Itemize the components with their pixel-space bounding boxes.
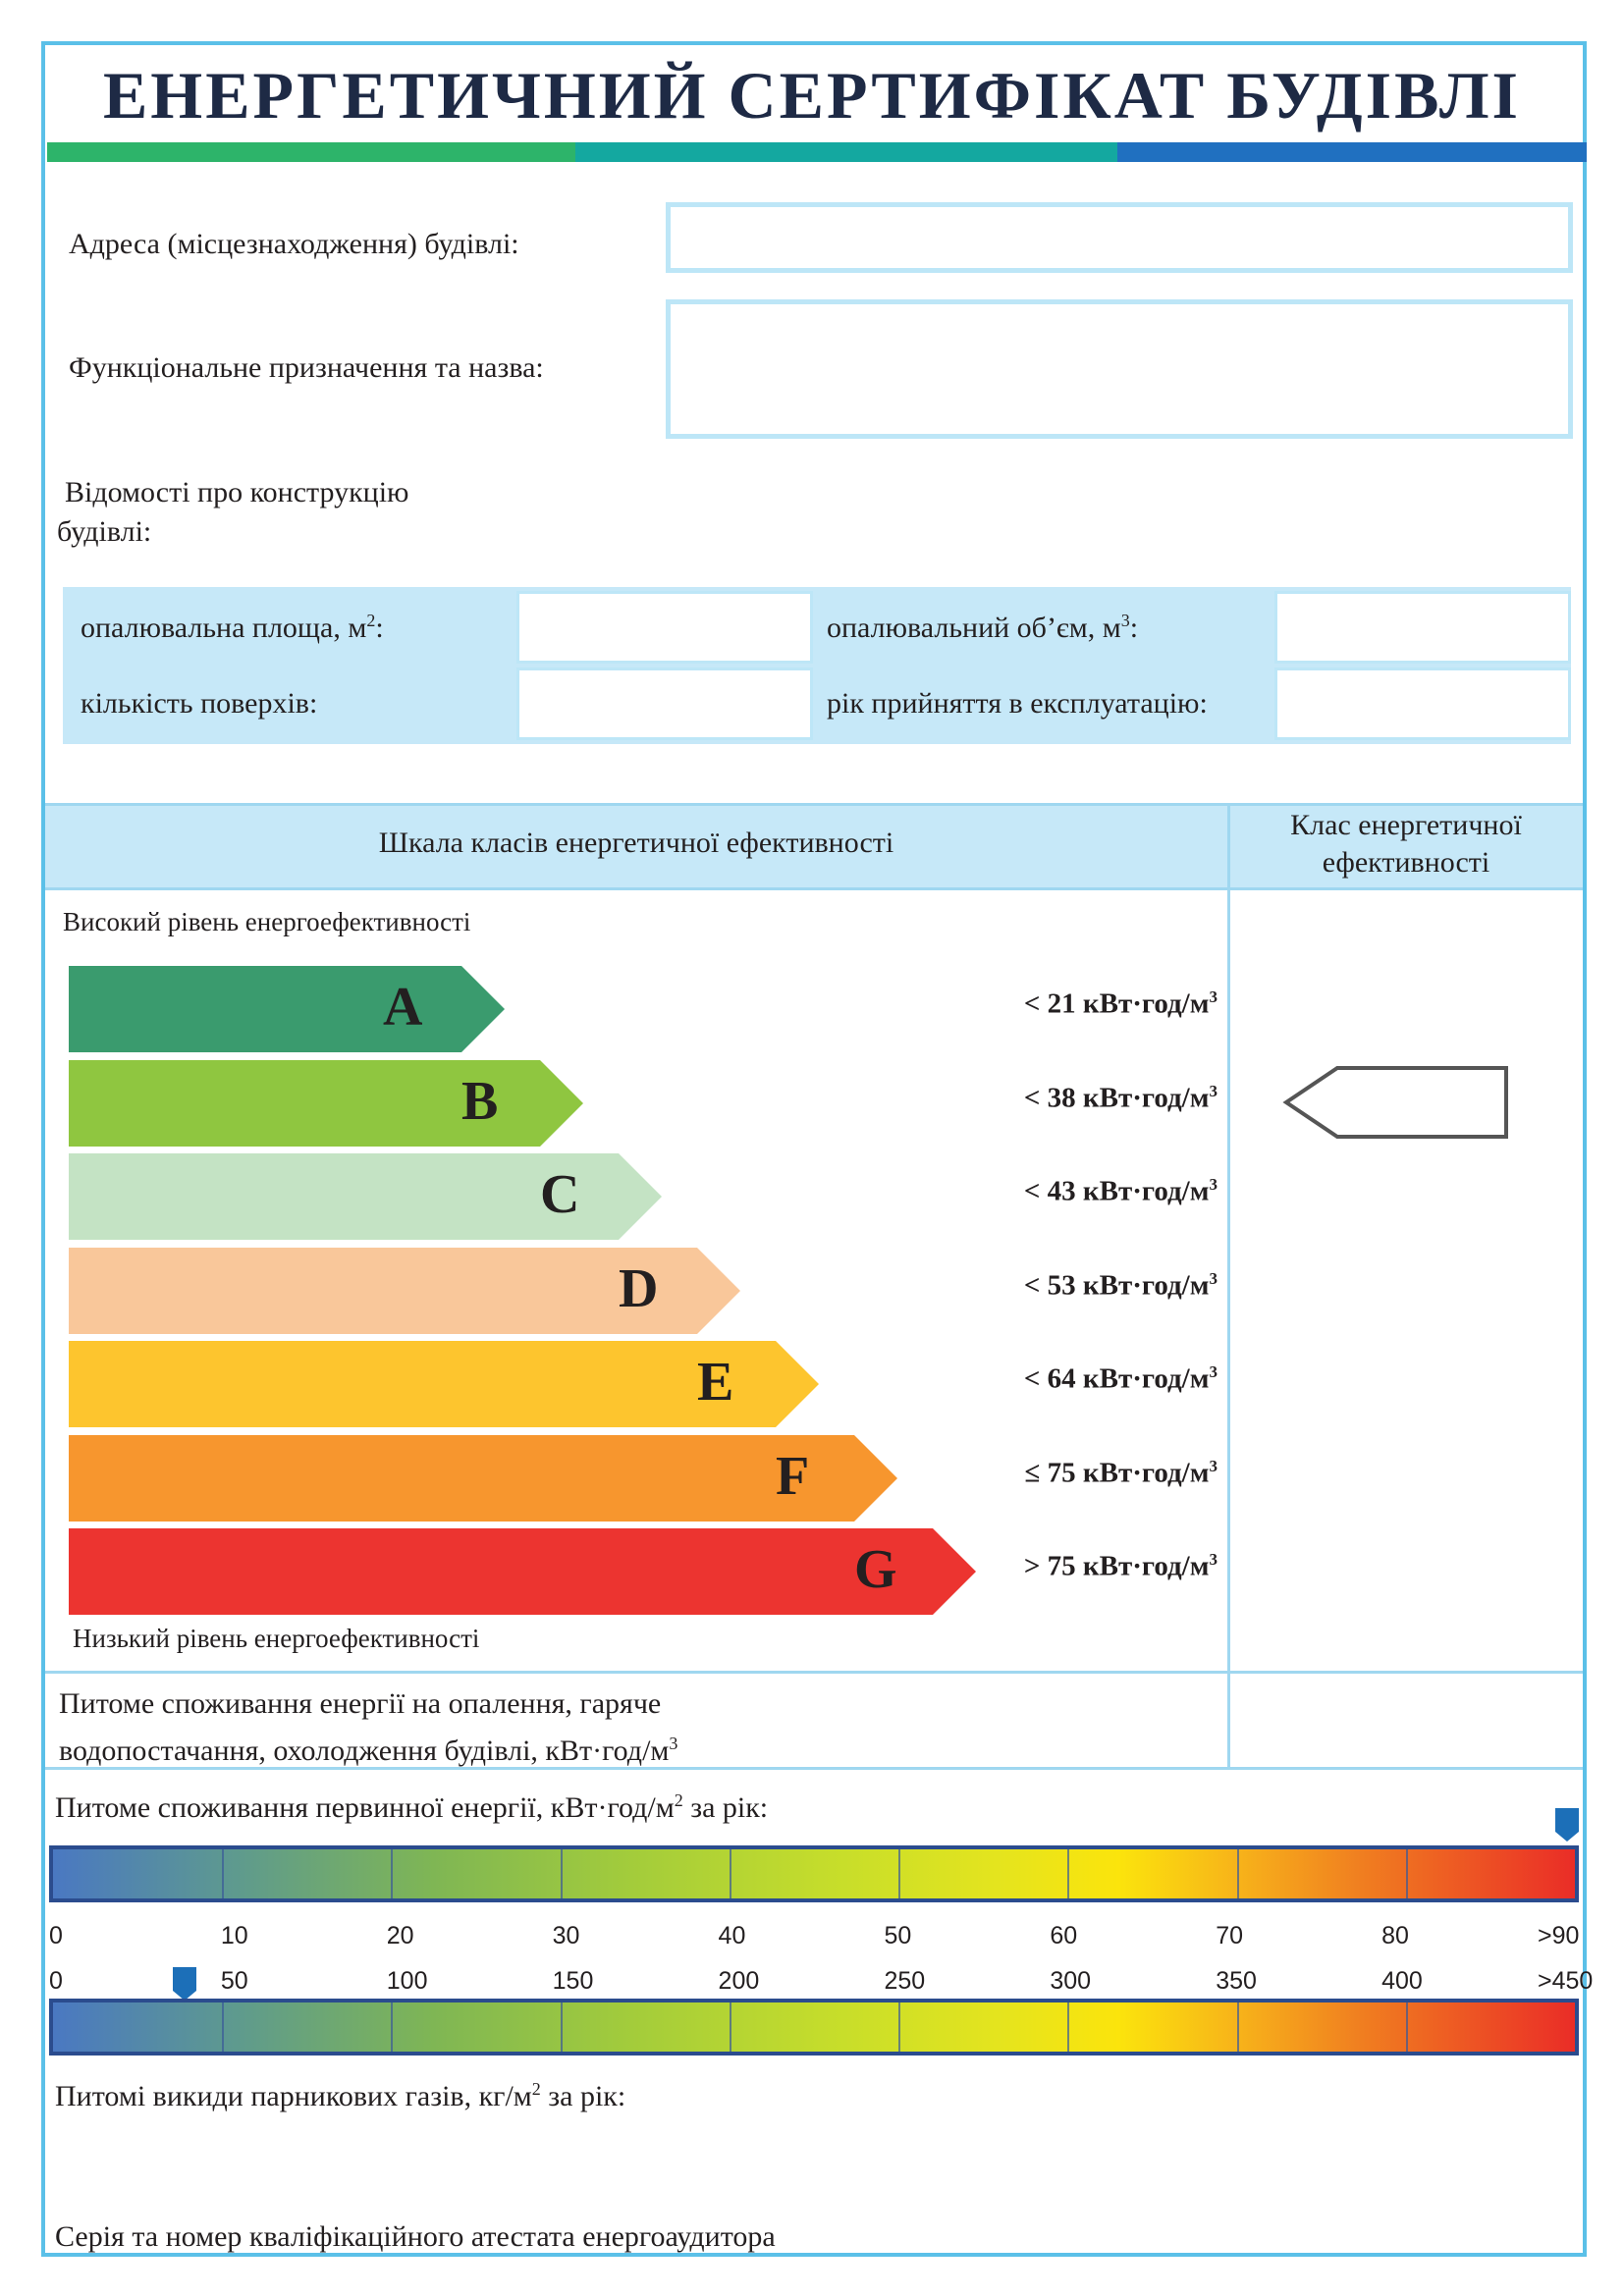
high-efficiency-label: Високий рівень енергоефективності [63, 907, 471, 936]
primary-energy-tick-label: 50 [884, 1922, 912, 1949]
primary-energy-tick-label: 10 [220, 1922, 248, 1949]
energy-class-threshold-a: < 21 $кВт\cdot год/м^3$ [1023, 988, 1218, 1020]
emissions-tick-label: 250 [884, 1967, 926, 1995]
emissions-gauge-divider [1406, 2002, 1408, 2052]
floors-label: кількість поверхів: [81, 687, 318, 720]
emissions-tick-label: 150 [552, 1967, 594, 1995]
primary-energy-gauge-divider [1067, 1849, 1069, 1898]
energy-class-letter-c: C [540, 1164, 580, 1225]
consumption-label: Питоме споживання енергії на опалення, гаряче водопостачання, охолодження будівлі, $кВт\cdot год/м^3$ [59, 1687, 678, 1767]
address-field[interactable] [666, 202, 1573, 273]
energy-class-letter-a: A [383, 977, 423, 1038]
emissions-gauge-divider [1067, 2002, 1069, 2052]
emissions-tick-label: 200 [718, 1967, 760, 1995]
energy-class-letter-f: F [776, 1445, 810, 1507]
auditor-certificate-label: Серія та номер кваліфікаційного атестата енергоаудитора [55, 2220, 776, 2253]
scale-column-divider [1227, 803, 1230, 1769]
title-stripe-blue [1117, 142, 1587, 162]
energy-class-letter-d: D [619, 1257, 659, 1319]
energy-class-threshold-e: < 64 $кВт\cdot год/м^3$ [1023, 1362, 1218, 1395]
energy-class-threshold-g: > 75 $кВт\cdot год/м^3$ [1023, 1550, 1218, 1582]
emissions-gauge [49, 1999, 1579, 2056]
emissions-gauge-divider [898, 2002, 900, 2052]
heated-area-field[interactable] [516, 591, 813, 664]
primary-energy-gauge-divider [561, 1849, 563, 1898]
purpose-field[interactable] [666, 299, 1573, 439]
energy-class-threshold-c: < 43 $кВт\cdot год/м^3$ [1023, 1175, 1218, 1207]
emissions-tick-label: 300 [1050, 1967, 1092, 1995]
scale-header-top-border [45, 803, 1583, 806]
emissions-tick-label: 400 [1381, 1967, 1423, 1995]
scale-header-left: Шкала класів енергетичної ефективності [378, 827, 894, 859]
emissions-gauge-divider [561, 2002, 563, 2052]
energy-class-bar-b [69, 1060, 583, 1147]
consumption-bottom-border [45, 1767, 1583, 1770]
commission-year-label: рік прийняття в експлуатацію: [827, 687, 1208, 720]
commission-year-field[interactable] [1274, 667, 1571, 740]
emissions-gauge-divider [222, 2002, 224, 2052]
energy-class-threshold-f: ≤ 75 $кВт\cdot год/м^3$ [1024, 1456, 1218, 1489]
consumption-top-border [45, 1671, 1583, 1674]
primary-energy-tick-label: 40 [718, 1922, 746, 1949]
primary-energy-tick-label: 0 [49, 1922, 63, 1949]
class-indicator-arrow-icon [1282, 1066, 1508, 1141]
construction-label-line-2: будівлі: [57, 515, 152, 548]
energy-class-bar-f [69, 1435, 897, 1522]
emissions-label: Питомі викиди парникових газів, $кг/м^2$ за рік: [55, 2079, 626, 2112]
page-title: ЕНЕРГЕТИЧНИЙ СЕРТИФІКАТ БУДІВЛІ [102, 58, 1522, 133]
emissions-gauge-divider [730, 2002, 731, 2052]
construction-label [57, 473, 409, 552]
primary-energy-gauge-divider [222, 1849, 224, 1898]
purpose-label: Функціональне призначення та назва: [69, 351, 544, 384]
primary-energy-gauge-divider [898, 1849, 900, 1898]
energy-class-threshold-d: < 53 $кВт\cdot год/м^3$ [1023, 1268, 1218, 1302]
emissions-gauge-divider [391, 2002, 393, 2052]
low-efficiency-label: Низький рівень енергоефективності [73, 1624, 480, 1653]
address-label: Адреса (місцезнаходження) будівлі: [69, 228, 519, 260]
heated-area-label: опалювальна площа, $м^2$: [81, 611, 384, 644]
primary-energy-gauge-divider [391, 1849, 393, 1898]
primary-energy-tick-label: 60 [1050, 1922, 1078, 1949]
primary-energy-gauge-divider [1406, 1849, 1408, 1898]
primary-energy-tick-label: 80 [1381, 1922, 1409, 1949]
primary-energy-label: Питоме споживання первинної енергії, $кВт\cdot год/м^2$ за рік: [55, 1790, 769, 1824]
primary-energy-tick-label: 30 [552, 1922, 580, 1949]
primary-energy-gauge-divider [1237, 1849, 1239, 1898]
construction-label-line-1: Відомості про конструкцію [65, 476, 409, 508]
energy-class-letter-b: B [461, 1070, 499, 1132]
emissions-tick-label: 350 [1216, 1967, 1257, 1995]
energy-class-letter-e: E [697, 1352, 734, 1413]
title-stripe-teal [575, 142, 1117, 162]
emissions-tick-label: 0 [49, 1967, 63, 1995]
heated-volume-field[interactable] [1274, 591, 1571, 664]
heated-volume-label: опалювальний об’єм, $м^3$: [827, 611, 1139, 644]
emissions-marker-icon[interactable] [173, 1967, 196, 2001]
primary-energy-gauge [49, 1845, 1579, 1902]
energy-class-letter-g: G [854, 1539, 897, 1600]
primary-energy-tick-label: >90 [1538, 1922, 1580, 1949]
energy-class-threshold-b: < 38 $кВт\cdot год/м^3$ [1023, 1081, 1218, 1114]
title-stripe-green [47, 142, 575, 162]
primary-energy-tick-label: 70 [1216, 1922, 1244, 1949]
emissions-tick-label: 100 [386, 1967, 428, 1995]
scale-header-right: Клас енергетичної ефективності [1290, 809, 1522, 879]
emissions-tick-label: >450 [1538, 1967, 1594, 1995]
energy-class-bar-a [69, 966, 505, 1052]
primary-energy-gauge-divider [730, 1849, 731, 1898]
emissions-gauge-divider [1237, 2002, 1239, 2052]
emissions-tick-label: 50 [220, 1967, 248, 1995]
primary-energy-marker-icon[interactable] [1555, 1808, 1579, 1842]
energy-class-bar-g [69, 1528, 976, 1615]
scale-header-bottom-border [45, 887, 1583, 890]
floors-field[interactable] [516, 667, 813, 740]
primary-energy-tick-label: 20 [386, 1922, 414, 1949]
